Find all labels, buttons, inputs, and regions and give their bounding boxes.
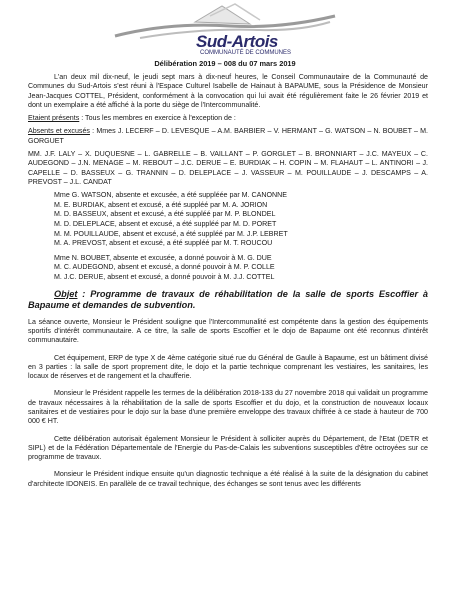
- pouvoirs-list: [54, 254, 428, 283]
- list-item: M. E. BURDIAK, absent et excusé, a été suppléé par M. A. JORION: [54, 200, 268, 209]
- paragraph: Monsieur le Président rappelle les termes de la délibération 2018-133 du 27 novembre 2018 qui validait un programme de travaux nécessaires à la réhabilitation de la salle de sports Escoffier et du dojo, et la construction de nouveaux locaux sanitaires et de vestiaires pour le dojo sur la base d'une première enveloppe des travaux chiffrée à ce stade à hauteur de 700 000 € HT.: [28, 389, 428, 426]
- objet-text: : Programme de travaux de réhabilitation de la salle de sports Escoffier à Bapaume et demandes de subvention.: [28, 288, 428, 311]
- paragraph: Cette délibération autorisait également Monsieur le Président à solliciter auprès du Département, de l'Etat (DETR et SIPL) et de la Fédération Départementale de l'Energie du Pas-de-Calais les subventions susceptibles d'être octroyées sur ce programme de travaux.: [28, 434, 428, 462]
- intro-paragraph: L'an deux mil dix-neuf, le jeudi sept mars à dix-neuf heures, le Conseil Communautaire de la Communauté de Communes du Sud-Artois s'est réuni à l'Espace Culturel Isabelle de Hainaut à BAPAUME, sous la Présidence de Monsieur Jean-Jacques COTTEL, Président, conformément à la convocation qui lui avait été régulièrement faite le 26 février 2019 et dont un exemplaire a été affiché à la porte du siège de l'Intercommunalité.: [28, 73, 428, 109]
- list-item: M. A. PREVOST, absent et excusé, a été suppléé par M. T. ROUCOU: [54, 239, 273, 248]
- suppleants-list: [54, 191, 428, 249]
- org-name: Sud-Artois: [196, 32, 278, 51]
- list-item: M. D. DELEPLACE, absent et excusé, a été suppléé par M. D. PORET: [54, 220, 277, 229]
- list-item: M. J.C. DERUE, absent et excusé, a donné pouvoir à M. J.J. COTTEL: [54, 273, 275, 282]
- paragraph: Cet équipement, ERP de type X de 4ème catégorie situé rue du Général de Gaulle à Bapaume, est un bâtiment divisé en 3 parties : la salle de sport proprement dite, le dojo et la partie technique comprenant les vestiaires, les sanitaires, les locaux de réserves et de rangement et la chaufferie.: [28, 353, 428, 381]
- absents-women: [28, 127, 428, 146]
- document-body: [28, 73, 428, 493]
- presents-label: Etaient présents: [28, 114, 80, 123]
- org-subtitle: COMMUNAUTÉ DE COMMUNES: [200, 50, 291, 56]
- paragraph: Monsieur le Président indique ensuite qu'un diagnostic technique a été réalisé à la suite de la désignation du cabinet d'architecte IDONEIS. En parallèle de ce travail technique, des échanges se sont tenus avec les différents: [28, 470, 428, 488]
- logo: [0, 0, 450, 62]
- absents-text: : Mmes J. LECERF – D. LEVESQUE – A.M. BARBIER – V. HERMANT – G. WATSON – N. BOUBET – M. GORGUET: [28, 127, 429, 145]
- presents-text: : Tous les membres en exercice à l'exception de :: [79, 114, 236, 123]
- objet-heading: [28, 289, 428, 312]
- list-item: Mme G. WATSON, absente et excusée, a été suppléée par M. CANONNE: [54, 191, 288, 200]
- list-item: M. C. AUDEGOND, absent et excusé, a donné pouvoir à M. P. COLLE: [54, 263, 275, 272]
- list-item: M. M. POUILLAUDE, absent et excusé, a été suppléé par M. J.P. LEBRET: [54, 229, 288, 238]
- paragraph: La séance ouverte, Monsieur le Président souligne que l'Intercommunalité est compétente dans la gestion des équipements sportifs d'intérêt communautaire. A ce titre, la salle de sports Escoffier et le dojo de Bapaume ont été reconnus d'intérêt communautaire.: [28, 317, 428, 345]
- presents-line: [28, 114, 428, 123]
- objet-label: Objet: [54, 288, 78, 299]
- list-item: Mme N. BOUBET, absente et excusée, a donné pouvoir à M. G. DUE: [54, 253, 272, 262]
- deliberation-reference: Délibération 2019 – 008 du 07 mars 2019: [154, 59, 296, 68]
- list-item: M. D. BASSEUX, absent et excusé, a été suppléé par M. P. BLONDEL: [54, 210, 276, 219]
- absents-men: MM. J.F. LALY – X. DUQUESNE – L. GABRELLE – B. VAILLANT – P. GORGLET – B. BRONNIART – J.C. MAYEUX – C. AUDEGOND – J.N. MENAGE – M. REBOUT – J.C. DERUE – E. BURDIAK – H. COPIN – M. FLAHAUT – L. ANTINORI – J. CAPELLE – D. BASSEUX – G. TRANNIN – D. DELEPLACE – J. VASSEUR – M. POUILLAUDE – J. DESCAMPS – A. PREVOST – J.L. CANDAT: [28, 150, 428, 186]
- absents-label: Absents et excusés: [28, 127, 90, 136]
